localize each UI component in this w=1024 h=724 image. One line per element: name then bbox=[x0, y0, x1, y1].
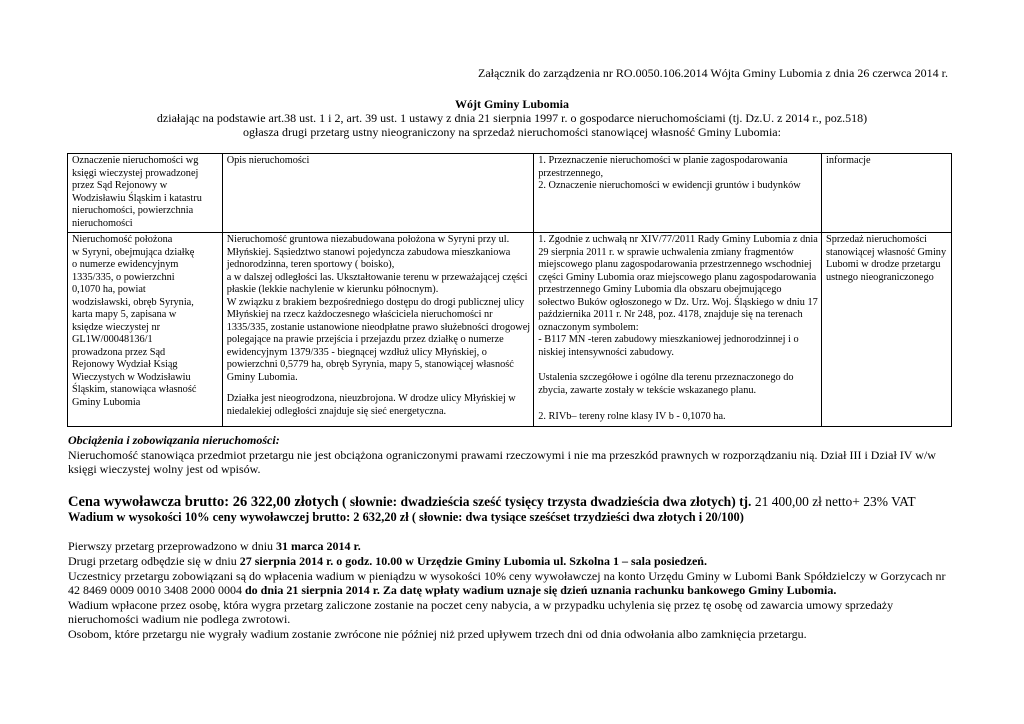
page-title: Wójt Gminy Lubomia bbox=[454, 97, 569, 111]
wadium-rules: Wadium wpłacone przez osobę, która wygra przetarg zaliczone zostanie na poczet ceny nabycia, a w przypadku uchylenia się przez tę osobę od zawarcia umowy sprzedaży nieruchomości wadium nie podlega zwrotowi. bbox=[68, 597, 894, 627]
announcement-heading bbox=[70, 97, 954, 139]
legal-basis: działając na podstawie art.38 ust. 1 i 2, art. 39 ust. 1 ustawy z dnia 21 sierpnia 1997 r. o gospodarce nieruchomościami (tj. Dz.U. z 2014 r., poz.518) bbox=[156, 111, 868, 125]
second-auction-line bbox=[68, 554, 956, 569]
header-purpose-text: 1. Przeznaczenie nieruchomości w planie zagospodarowania przestrzennego, 2. Oznaczenie nieruchomości w ewidencji gruntów i budynków bbox=[538, 155, 801, 191]
second-auction-label: Drugi przetarg odbędzie się w dniu bbox=[68, 553, 240, 568]
table-row bbox=[68, 233, 952, 427]
encumbrances-title: Obciążenia i zobowiązania nieruchomości: bbox=[68, 433, 280, 447]
header-cell-designation: Oznaczenie nieruchomości wg księgi wieczystej prowadzonej przez Sąd Rejonowy w Wodzisławiu Śląskim i katastru nieruchomości, powierzchnia nieruchomości bbox=[68, 154, 223, 233]
second-auction-details: 27 sierpnia 2014 r. o godz. 10.00 w Urzędzie Gminy Lubomia ul. Szkolna 1 – sala posiedzeń. bbox=[239, 553, 707, 568]
table-header-row bbox=[68, 154, 952, 233]
first-auction-line bbox=[68, 539, 956, 554]
description-paragraph-2: Działka jest nieogrodzona, nieuzbrojona. W drodze ulicy Młyńskiej w niedalekiej odległości znajduje się sieć energetyczna. bbox=[226, 393, 516, 417]
spacer bbox=[68, 524, 956, 539]
cell-purpose bbox=[534, 233, 822, 427]
price-line bbox=[68, 494, 956, 510]
encumbrances-text: Nieruchomość stanowiąca przedmiot przetargu nie jest obciążona ograniczonymi prawami rzeczowymi i nie ma przeszkód prawnych w rozporządzaniu nią. Dział III i Dział IV w/w księgi wieczystej wolny jest od wpisów. bbox=[68, 447, 936, 477]
header-cell-purpose bbox=[534, 154, 822, 233]
first-auction-date: 31 marca 2014 r. bbox=[276, 539, 361, 554]
description-paragraph-1: Nieruchomość gruntowa niezabudowana położona w Syryni przy ul. Młyńskiej. Sąsiedztwo stanowi pojedyncza zabudowa mieszkaniowa jednorodzinna, teren sportowy ( boisko), a w dalszej odległości las. Ukształtowanie terenu w przeważającej części płaskie (lekkie nachylenie w kierunku północnym). W związku z brakiem bezpośredniego dostępu do drogi publicznej ulicy Młyńskiej na rzecz każdoczesnego właściciela nieruchomości nr 1335/335, zostanie ustanowione nieodpłatne prawo służebności drogowej polegające na prawie przejścia i przejazdu przez działkę o numerze ewidencyjnym 1379/335 - biegnącej wzdłuż ulicy Młyńskiej, o powierzchni 0,5779 ha, obręb Syrynia, mapy 5, stanowiącej własność Gminy Lubomia. bbox=[226, 234, 531, 383]
purpose-paragraph-1: 1. Zgodnie z uchwałą nr XIV/77/2011 Rady Gminy Lubomia z dnia 29 sierpnia 2011 r. w sprawie uchwalenia zmiany fragmentów miejscowego planu zagospodarowania przestrzennego wschodniej części Gminy Lubomia oraz miejscowego planu zagospodarowania przestrzennego Gminy Lubomia dla obszaru obejmującego sołectwo Buków ogłoszonego w Dz. Urz. Woj. Śląskiego w dniu 17 października 2011 r. Nr 248, poz. 4178, znajduje się na terenach oznaczonym symbolem: - B117 MN -teren zabudowy mieszkaniowej jednorodzinnej i o niskiej intensywności zabudowy. bbox=[538, 234, 818, 358]
wadium-line: Wadium w wysokości 10% ceny wywoławczej brutto: 2 632,20 zł ( słownie: dwa tysiące sześćset trzydzieści dwa złotych i 20/100) bbox=[68, 509, 744, 524]
price-value: Cena wywoławcza brutto: 26 322,00 złotych bbox=[68, 493, 339, 510]
property-table bbox=[67, 153, 952, 427]
price-net: 21 400,00 zł netto+ 23% VAT bbox=[754, 493, 916, 509]
terms-section bbox=[68, 433, 956, 642]
participants-deadline: do dnia 21 sierpnia 2014 r. Za datę wpłaty wadium uznaje się dzień uznania rachunku bankowego Gminy Lubomia. bbox=[245, 583, 837, 598]
first-auction-label: Pierwszy przetarg przeprowadzono w dniu bbox=[68, 539, 277, 554]
annex-note: Załącznik do zarządzenia nr RO.0050.106.2014 Wójta Gminy Lubomia z dnia 26 czerwca 2014 r. bbox=[478, 66, 948, 80]
participants-text: Uczestnicy przetargu zobowiązani są do wpłacenia wadium w pieniądzu w wysokości 10% ceny wywoławczej na konto Urzędu Gminy w Lubomi Bank Spółdzielczy w Gorzycach nr 42 8469 0009 0010 3408 2000 0004 bbox=[68, 568, 946, 598]
purpose-paragraph-2: Ustalenia szczegółowe i ogólne dla terenu przeznaczonego do zbycia, zawarte zostały w tekście wskazanego planu. bbox=[538, 372, 794, 396]
refund-rules: Osobom, które przetargu nie wygrały wadium zostanie zwrócone nie później niż przed upływem trzech dni od dnia odwołania albo zamknięcia przetargu. bbox=[68, 626, 807, 641]
header-cell-description: Opis nieruchomości bbox=[222, 154, 534, 233]
price-words: ( słownie: dwadzieścia sześć tysięcy trzysta dwadzieścia dwa złotych) tj. bbox=[338, 493, 755, 509]
cell-designation bbox=[68, 233, 223, 427]
cell-info: Sprzedaż nieruchomości stanowiącej własność Gminy Lubomi w drodze przetargu ustnego nieograniczonego bbox=[822, 233, 952, 427]
purpose-paragraph-3: 2. RIVb– tereny rolne klasy IV b - 0,1070 ha. bbox=[538, 411, 726, 422]
participants-paragraph bbox=[68, 569, 956, 598]
announcement-line: ogłasza drugi przetarg ustny nieograniczony na sprzedaż nieruchomości stanowiącej własność Gminy Lubomia: bbox=[243, 125, 781, 139]
header-cell-info: informacje bbox=[822, 154, 952, 233]
cell-description bbox=[222, 233, 534, 427]
designation-text: Nieruchomość położona w Syryni, obejmująca działkę o numerze ewidencyjnym 1335/335, o powierzchni 0,1070 ha, powiat wodzisławski, obręb Syrynia, karta mapy 5, zapisana w księdze wieczystej nr GL1W/00048136/1 prowadzona przez Sąd Rejonowy Wydział Ksiąg Wieczystych w Wodzisławiu Śląskim, stanowiąca własność Gminy Lubomia bbox=[72, 234, 197, 408]
